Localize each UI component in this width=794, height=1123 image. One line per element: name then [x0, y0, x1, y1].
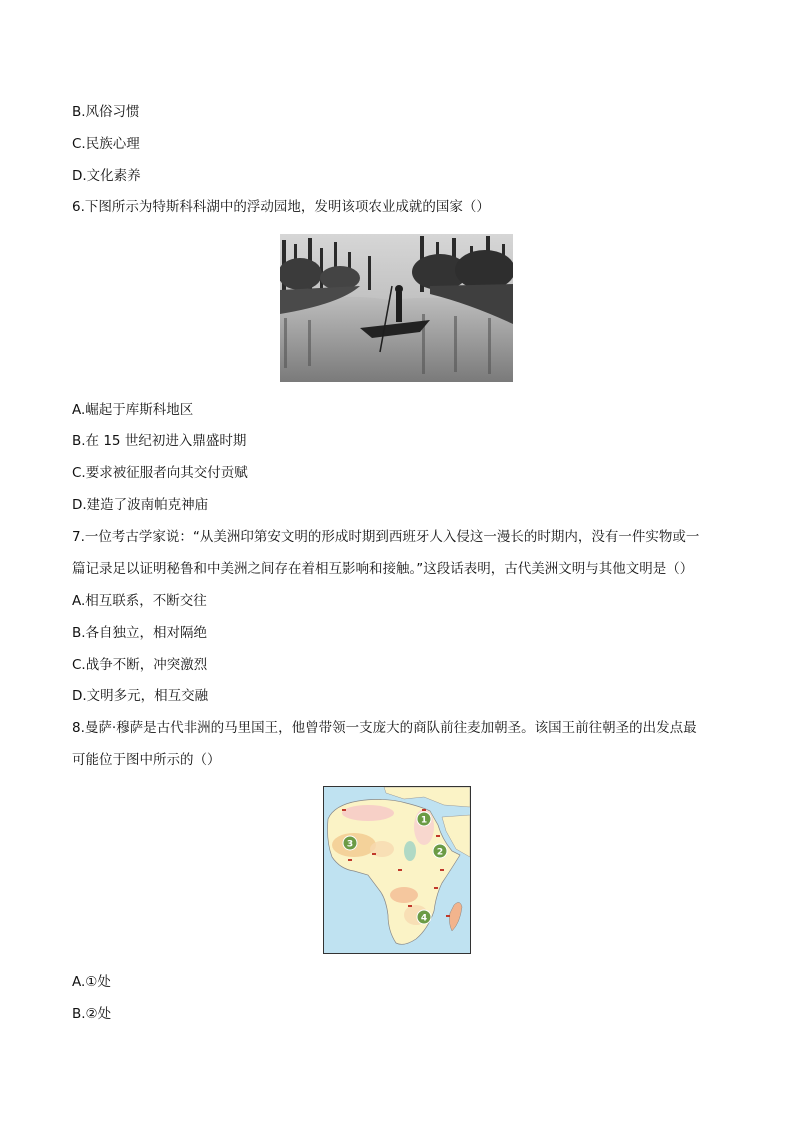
q8-stem-line2: 可能位于图中所示的（） [72, 752, 221, 768]
q7-stem-line1: 7.一位考古学家说：“从美洲印第安文明的形成时期到西班牙人入侵这一漫长的时期内，没有一件实物或一 [72, 529, 700, 545]
q8-stem-line1: 8.曼萨·穆萨是古代非洲的马里国王，他曾带领一支庞大的商队前往麦加朝圣。该国王前往朝圣的出发点最 [72, 720, 697, 736]
q7-option-d: D.文明多元，相互交融 [72, 688, 209, 704]
q6-option-c: C.要求被征服者向其交付贡赋 [72, 465, 248, 481]
q6-option-b: B.在 15 世纪初进入鼎盛时期 [72, 433, 247, 449]
q8-option-a: A.①处 [72, 974, 111, 990]
q6-stem: 6.下图所示为特斯科科湖中的浮动园地，发明该项农业成就的国家（） [72, 199, 490, 215]
map-marker-1 [417, 812, 431, 826]
q6-option-a: A.崛起于库斯科地区 [72, 402, 194, 418]
q7-stem-line2: 篇记录足以证明秘鲁和中美洲之间存在着相互影响和接触。”这段话表明，古代美洲文明与其他文明是（） [72, 561, 694, 577]
svg-text:1: 1 [420, 815, 428, 826]
africa-map [323, 786, 471, 954]
q5-option-c: C.民族心理 [72, 136, 140, 152]
q6-option-d: D.建造了波南帕克神庙 [72, 497, 209, 513]
q5-option-b: B.风俗习惯 [72, 104, 140, 120]
map-marker-4 [417, 910, 431, 924]
map-marker-3 [343, 836, 357, 850]
q5-option-d: D.文化素养 [72, 168, 141, 184]
svg-text:3: 3 [346, 839, 354, 850]
q7-option-a: A.相互联系，不断交往 [72, 593, 207, 609]
chinampa-photo [280, 234, 513, 382]
svg-text:4: 4 [420, 913, 428, 924]
map-marker-2 [433, 844, 447, 858]
svg-text:2: 2 [436, 847, 444, 858]
q7-option-b: B.各自独立，相对隔绝 [72, 625, 208, 641]
q7-option-c: C.战争不断，冲突激烈 [72, 657, 208, 673]
q8-option-b: B.②处 [72, 1006, 112, 1022]
